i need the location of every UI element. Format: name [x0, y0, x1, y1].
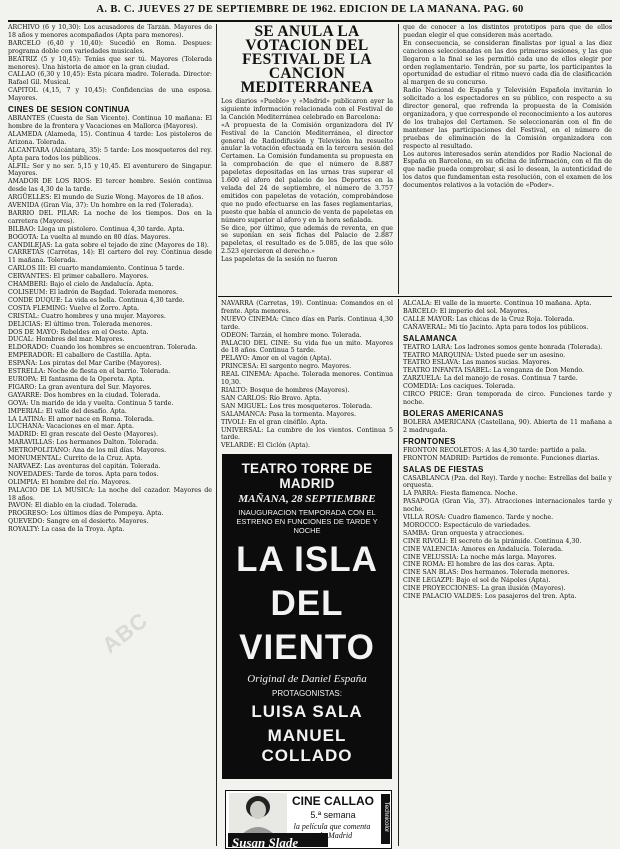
paragraph: ESPAÑA: Los piratas del Mar Caribe (Mayores). — [8, 360, 162, 368]
paragraph: SALAMANCA: Pasa la tormenta. Mayores. — [221, 410, 356, 418]
paragraph: CINE PALACIO VALDES: Los pasajeros del tren. Apta. — [403, 593, 577, 601]
column-article-continuation — [403, 24, 612, 292]
paragraph: QUEVEDO: Sangre en el desierto. Mayores. — [8, 518, 149, 526]
paragraph: TIVOLI: En el gran cinéfilo. Apta. — [221, 418, 328, 426]
paragraph: CINE PROYECCIONES: La gran ilusión (Mayores). — [403, 585, 566, 593]
paragraph: CALLE MAYOR: Las chicas de la Cruz Roja. Tolerada. — [403, 315, 575, 323]
column-rule-left — [216, 24, 217, 846]
ad-cinema-name: CINE CALLAO — [292, 794, 374, 808]
paragraph: BEATRIZ (5 y 10,45): Tenías que ser tú. Mayores (Tolerada menores). Una historia de amor en la gran ciudad. — [8, 55, 212, 71]
paragraph: CAPITOL (4,15, 7 y 10,45): Confidencias de una esposa. Mayores. — [8, 87, 212, 103]
guide-listings-a — [403, 300, 612, 332]
guide-listings-c — [403, 419, 612, 435]
paragraph: Los diarios «Pueblo» y «Madrid» publicaron ayer la siguiente información relacionada con el Festival de la Canción Mediterránea celebrado en Barcelona: — [221, 98, 393, 121]
column-rule-right-lower — [398, 299, 399, 846]
article-headline: SE ANULA LA VOTACION DEL FESTIVAL DE LA CANCION MEDITERRANEA — [240, 24, 374, 96]
paragraph: ALCANTARA (Alcántara, 35): 5 tarde: Los mosqueteros del rey. Apta para todos los públicos. — [8, 146, 212, 162]
paragraph: CINE VELUSSIA: La noche más larga. Mayores. — [403, 553, 557, 561]
ad-actor-2: MANUEL COLLADO — [261, 726, 353, 765]
paragraph: CINE RIVOLI: El secreto de la pirámide. Continua 4,30. — [403, 537, 582, 545]
paragraph: AMADOR DE LOS RIOS: El tercer hombre. Sesión continua desde las 4,30 de la tarde. — [8, 178, 212, 194]
paragraph: BOLERA AMERICANA (Castellana, 90). Abierta de 11 mañana a 2 madrugada. — [403, 418, 612, 434]
paragraph: BILBAO: Llega un pistolero. Continua 4,30 tarde. Apta. — [8, 225, 185, 233]
paragraph: AVENIDA (Gran Vía, 37): Un hombre en la red (Tolerada). — [8, 202, 194, 210]
ad-actor-1: LUISA SALA — [251, 702, 363, 721]
ad-date: MAÑANA, 28 SEPTIEMBRE — [238, 493, 376, 505]
paragraph: ALCALA: El valle de la muerte. Continua 10 mañana. Apta. — [403, 300, 592, 307]
paragraph: IMPERIAL: El valle del desafío. Apta. — [8, 407, 127, 415]
ad-play-title-2: DEL — [270, 584, 344, 623]
article-body — [221, 98, 393, 264]
paragraph: DUCAL: Hombres del mar. Mayores. — [8, 336, 125, 344]
paragraph: COSTA FLEMING: Vuelve el Zorro. Apta. — [8, 304, 140, 312]
paragraph: NOVEDADES: Tarde de toros. Apta para todos. — [8, 470, 159, 478]
paragraph: METROPOLITANO: Ana de los mil días. Mayores. — [8, 447, 167, 455]
ad-tagline: la película que comenta todo Madrid — [293, 822, 371, 840]
ad-author: Original de Daniel España — [247, 673, 367, 685]
paragraph: ODEON: Tarzán, el hombre mono. Tolerada. — [221, 331, 362, 339]
section-title-sesion-continua: CINES DE SESION CONTINUA — [8, 105, 130, 115]
guide-listings-d — [403, 447, 612, 463]
cinema-listings — [8, 115, 212, 534]
paragraph: ESTRELLA: Noche de fiesta en el barrio. Tolerada. — [8, 368, 171, 376]
paragraph: CRISTAL: Cuatro hombres y una mujer. Mayores. — [8, 312, 166, 320]
paragraph: SAMBA: Gran orquesta y atracciones. — [403, 529, 525, 537]
paragraph: ALFIL: Ser y no ser. 5,15 y 10,45. El aventurero de Singapur. Mayores. — [8, 162, 212, 178]
paragraph: LA LATINA: El amor nace en Roma. Tolerada. — [8, 415, 155, 423]
paragraph: NUEVO CINEMA: Cinco días en París. Continua 4,30 tarde. — [221, 315, 393, 331]
paragraph: SAN CARLOS: Río Bravo. Apta. — [221, 394, 322, 402]
paragraph: MOROCCO: Espectáculo de variedades. — [403, 521, 531, 529]
paragraph: CONDE DUQUE: La vida es bella. Continua 4,30 tarde. — [8, 296, 185, 304]
paragraph: ARCHIVO (6 y 10,30): Los acusadores de Tarzán. Mayores de 18 años y menores acompañados (Apta para menores). — [8, 24, 212, 39]
ad-play-title-3: VIENTO — [239, 628, 375, 667]
paragraph: MADRID: El gran rescate del Oeste (Mayores). — [8, 431, 158, 439]
paragraph: TEATRO MARQUINA: Usted puede ser un asesino. — [403, 351, 566, 359]
section-title-salamanca: SALAMANCA — [403, 333, 458, 343]
paragraph: MARAVILLAS: Los hermanos Dalton. Tolerada. — [8, 439, 159, 447]
paragraph: CAÑAVERAL: Mi tío Jacinto. Apta para todos los públicos. — [403, 323, 589, 331]
paragraph: NAVARRA (Carretas, 19). Continua: Comandos en el frente. Apta menores. — [221, 300, 393, 315]
section-title-boleras: BOLERAS AMERICANAS — [403, 408, 504, 418]
paragraph: CINE SAN BLAS: Dos hermanos. Tolerada menores. — [403, 569, 570, 577]
mid-horizontal-rule — [218, 296, 612, 297]
paragraph: REAL CINEMA: Apache. Tolerada menores. Continua 10,30. — [221, 371, 393, 387]
ad-theatre-name: TEATRO TORRE DE MADRID — [241, 461, 373, 491]
paragraph: En consecuencia, se consideran finalistas por igual a las diez canciones seleccionadas en las dos primeras sesiones, y las que llegaron a la final se les permitió cada uno de ellos elegir por orden reglamentario. Tendrán, por su parte, los participantes la oportunidad de estudiar el ritmo nuevo cada día de clasificación al margen de su concurso. — [403, 39, 612, 87]
paragraph: CALLAO (6,30 y 10,45): Esta pícara madre. Tolerada. Director: Rafael Gil. Musical. — [8, 71, 212, 87]
paragraph: CINE LEGAZPI: Bajo el sol de Nápoles (Apta). — [403, 577, 551, 585]
paragraph: BARCELO: El imperio del sol. Mayores. — [403, 307, 530, 315]
paragraph: CASABLANCA (Pza. del Rey). Tarde y noche: Estrellas del baile y orquesta. — [403, 474, 612, 490]
paragraph: CIRCO PRICE: Gran temporada de circo. Funciones tarde y noche. — [403, 391, 612, 406]
section-title-frontones: FRONTONES — [403, 436, 456, 446]
paragraph: Radio Nacional de España y Televisión Española invitarán lo solicitado a los espectadores en su público, con respecto a su director general, que refrenda la propuesta de la Comisión organizadora, y que corresponde el reconocimiento a los autores de los trabajos del Certamen. Se seleccionarán con el fin de mantener las participaciones del Festival, en el número de pruebas de eliminación de la Comisión organizadora con respecto al resultado. — [403, 87, 612, 150]
paragraph: ROYALTY: La casa de la Troya. Apta. — [8, 526, 125, 534]
paragraph: DOS DE MAYO: Rebeldes en el Oeste. Apta. — [8, 328, 149, 336]
paragraph: PROGRESO: Los últimos días de Pompeya. Apta. — [8, 510, 164, 518]
paragraph: Las papeletas de la sesión no fueron — [221, 256, 338, 264]
paragraph: ABRANTES (Cuesta de San Vicente). Continua 10 mañana: El hombre de la frontera y Vacaciones en Mallorca (Mayores). — [8, 115, 212, 130]
paragraph: LUCHANA: Vacaciones en el mar. Apta. — [8, 423, 134, 431]
column-listings-middle — [221, 300, 393, 450]
paragraph: ARGÜELLES: El mundo de Suzie Wong. Mayores de 18 años. — [8, 194, 204, 202]
paragraph: PAVON: El diablo en la ciudad. Tolerada. — [8, 502, 138, 510]
paragraph: FRONTON MADRID: Partidos de remonte. Funciones diarias. — [403, 454, 600, 462]
column-cinema-listings — [8, 24, 212, 846]
cine-callao-ad — [225, 790, 392, 849]
abc-watermark: ABC — [97, 607, 153, 659]
listings-middle — [221, 300, 393, 450]
paragraph: SAN MIGUEL: Los tres mosqueteros. Tolerada. — [221, 402, 373, 410]
paragraph: «A propuesta de la Comisión organizadora del IV Festival de la Canción Mediterránea, el director general de Radiodifusión y Televisión ha resuelto anular la votación efectuada en la tercera sesión del Certamen. La Comisión fundamenta su propuesta en la comprobación de que el número de 8.887 papeletas depositadas en las urnas tras superar el 1.600 el aforo del palacio de los Deportes en la velada del 24 de septiembre, el número de 3.757 emitidos con papeletas de votación, comprobándose que no pudo efectuarse en las fases reglamentarias, puesto que había el anuncio de venta de papeletas en número superior al aforo y en la hora señalada. — [221, 121, 393, 224]
guide-listings-b — [403, 344, 612, 407]
paragraph: MONUMENTAL: Currito de la Cruz. Apta. — [8, 455, 143, 463]
ad-inauguration: INAUGURACION TEMPORADA CON EL ESTRENO EN FUNCIONES DE TARDE Y NOCHE — [236, 508, 378, 535]
column-entertainment-guide — [403, 300, 612, 846]
paragraph: GOYA: Un marido de ida y vuelta. Continua 5 tarde. — [8, 399, 174, 407]
page-header: A. B. C. JUEVES 27 DE SEPTIEMBRE DE 1962. EDICION DE LA MAÑANA. PAG. 60 — [96, 4, 524, 15]
paragraph: ALAMEDA (Alameda, 15). Continua 4 tarde: Los pistoleros de Arizona. Tolerada. — [8, 130, 212, 146]
paragraph: ZARZUELA: La del manojo de rosas. Continua 7 tarde. — [403, 375, 578, 383]
article-continuation-body — [403, 24, 612, 190]
paragraph: ELDORADO: Cuando los hombres se encuentran. Tolerada. — [8, 344, 198, 352]
paragraph: EUROPA: El fantasma de la Opereta. Apta. — [8, 375, 145, 383]
ad-technicolor-label: Technicolor — [383, 801, 389, 833]
paragraph: COLISEUM: El ladrón de Bagdad. Tolerada menores. — [8, 289, 179, 296]
paragraph: BARRIO DEL PILAR: La noche de los tiempos. Dos en la carretera (Mayores). — [8, 209, 212, 225]
ad-star-name: Susan Slade — [232, 835, 299, 849]
paragraph: FRONTON RECOLETOS: A las 4,30 tarde: partido a pala. — [403, 446, 587, 454]
ad-play-title-1: LA ISLA — [236, 540, 378, 579]
paragraph: Los autores interesados serán atendidos por Radio Nacional de España en Barcelona, en su oficina de información, con el fin de que nadie pueda comprobar, si así lo desean, la autenticidad de los datos que fundamentan esta resolución, con el examen de los documentos relativos a la votación de «Poder». — [403, 150, 612, 190]
actress-portrait — [229, 793, 287, 837]
paragraph: CARLOS III: El cuarto mandamiento. Continua 5 tarde. — [8, 265, 185, 273]
paragraph: GAYARRE: Dos hombres en la ciudad. Tolerada. — [8, 391, 161, 399]
paragraph: PALACIO DEL CINE: Su vida fue un mito. Mayores de 18 años. Continua 5 tarde. — [221, 339, 393, 355]
paragraph: CHAMBERI: Bajo el cielo de Andalucía. Apta. — [8, 281, 154, 289]
paragraph: TEATRO ESLAVA: Las manos sucias. Mayores. — [403, 359, 552, 367]
guide-listings-f — [403, 538, 612, 601]
paragraph: Se dice, por último, que además de reventa, en que se suponían en seis fichas del Palacio de 2.887 papeletas, el resultado es de 5.085, de las que sólo 2.523 ejercieron el derecho.» — [221, 224, 393, 256]
paragraph: NARVAEZ: Las aventuras del capitán. Tolerada. — [8, 462, 161, 470]
paragraph: LA PARRA: Fiesta flamenca. Noche. — [403, 490, 518, 498]
paragraph: VILLA ROSA: Cuadro flamenco. Tarde y noche. — [403, 514, 554, 522]
ad-technicolor-band — [381, 794, 390, 844]
paragraph: CINE VALENCIA: Amores en Andalucía. Tolerada. — [403, 545, 563, 553]
paragraph: BARCELO (6,40 y 10,40): Sucedió en Roma. Despues: programa doble con variedades musicales. — [8, 39, 212, 55]
paragraph: BOGOTA: La vuelta al mundo en 80 días. Mayores. — [8, 233, 171, 241]
paragraph: OLIMPIA: El hombre del río. Mayores. — [8, 478, 131, 486]
cinema-listings-top — [8, 24, 212, 103]
paragraph: COMEDIA: Los caciques. Tolerada. — [403, 383, 516, 391]
paragraph: EMPERADOR: El caballero de Castilla. Apta. — [8, 352, 152, 360]
paragraph: UNIVERSAL: La cumbre de los vientos. Continua 5 tarde. — [221, 426, 393, 442]
header-rule — [8, 20, 612, 22]
paragraph: CERVANTES: El primer caballero. Mayores. — [8, 273, 149, 281]
column-rule-right — [398, 24, 399, 294]
paragraph: PALACIO DE LA MUSICA: La noche del cazador. Mayores de 18 años. — [8, 486, 212, 502]
paragraph: PRINCESA: El sargento negro. Mayores. — [221, 363, 352, 371]
section-title-salas-de-fiestas: SALAS DE FIESTAS — [403, 464, 484, 474]
paragraph: CINE ROMA: El hombre de las dos caras. Apta. — [403, 561, 555, 569]
guide-listings-e — [403, 475, 612, 538]
paragraph: CANDILEJAS: La gata sobre el tejado de zinc (Mayores de 18). — [8, 241, 209, 249]
paragraph: VELARDE: El Ciclón (Apta). — [221, 442, 310, 450]
teatro-torre-de-madrid-ad — [222, 454, 392, 779]
paragraph: RIALTO: Bosque de hombres (Mayores). — [221, 386, 350, 394]
paragraph: TEATRO INFANTA ISABEL: La venganza de Don Mendo. — [403, 367, 585, 375]
paragraph: DELICIAS: El último tren. Tolerada menores. — [8, 320, 153, 328]
ad-protagonists-label: PROTAGONISTAS: — [272, 689, 342, 698]
paragraph: PASAPOGA (Gran Vía, 37). Atracciones internacionales tarde y noche. — [403, 498, 612, 514]
ad-week: 5.ª semana — [310, 810, 356, 820]
paragraph: TEATRO LARA: Los ladrones somos gente honrada (Tolerada). — [403, 343, 603, 351]
paragraph: CARRETAS (Carretas, 14): El cartero del rey. Continua desde 11 mañana. Tolerada. — [8, 249, 212, 265]
paragraph: PELAYO: Amor en el vagón (Apta). — [221, 355, 332, 363]
paragraph: que de conocer a los distintos prototipos para que de ellos puedan elegir el que consideren más acertado. — [403, 24, 612, 39]
paragraph: FIGARO: La gran aventura del Sur. Mayores. — [8, 383, 152, 391]
column-festival-article — [221, 24, 393, 292]
